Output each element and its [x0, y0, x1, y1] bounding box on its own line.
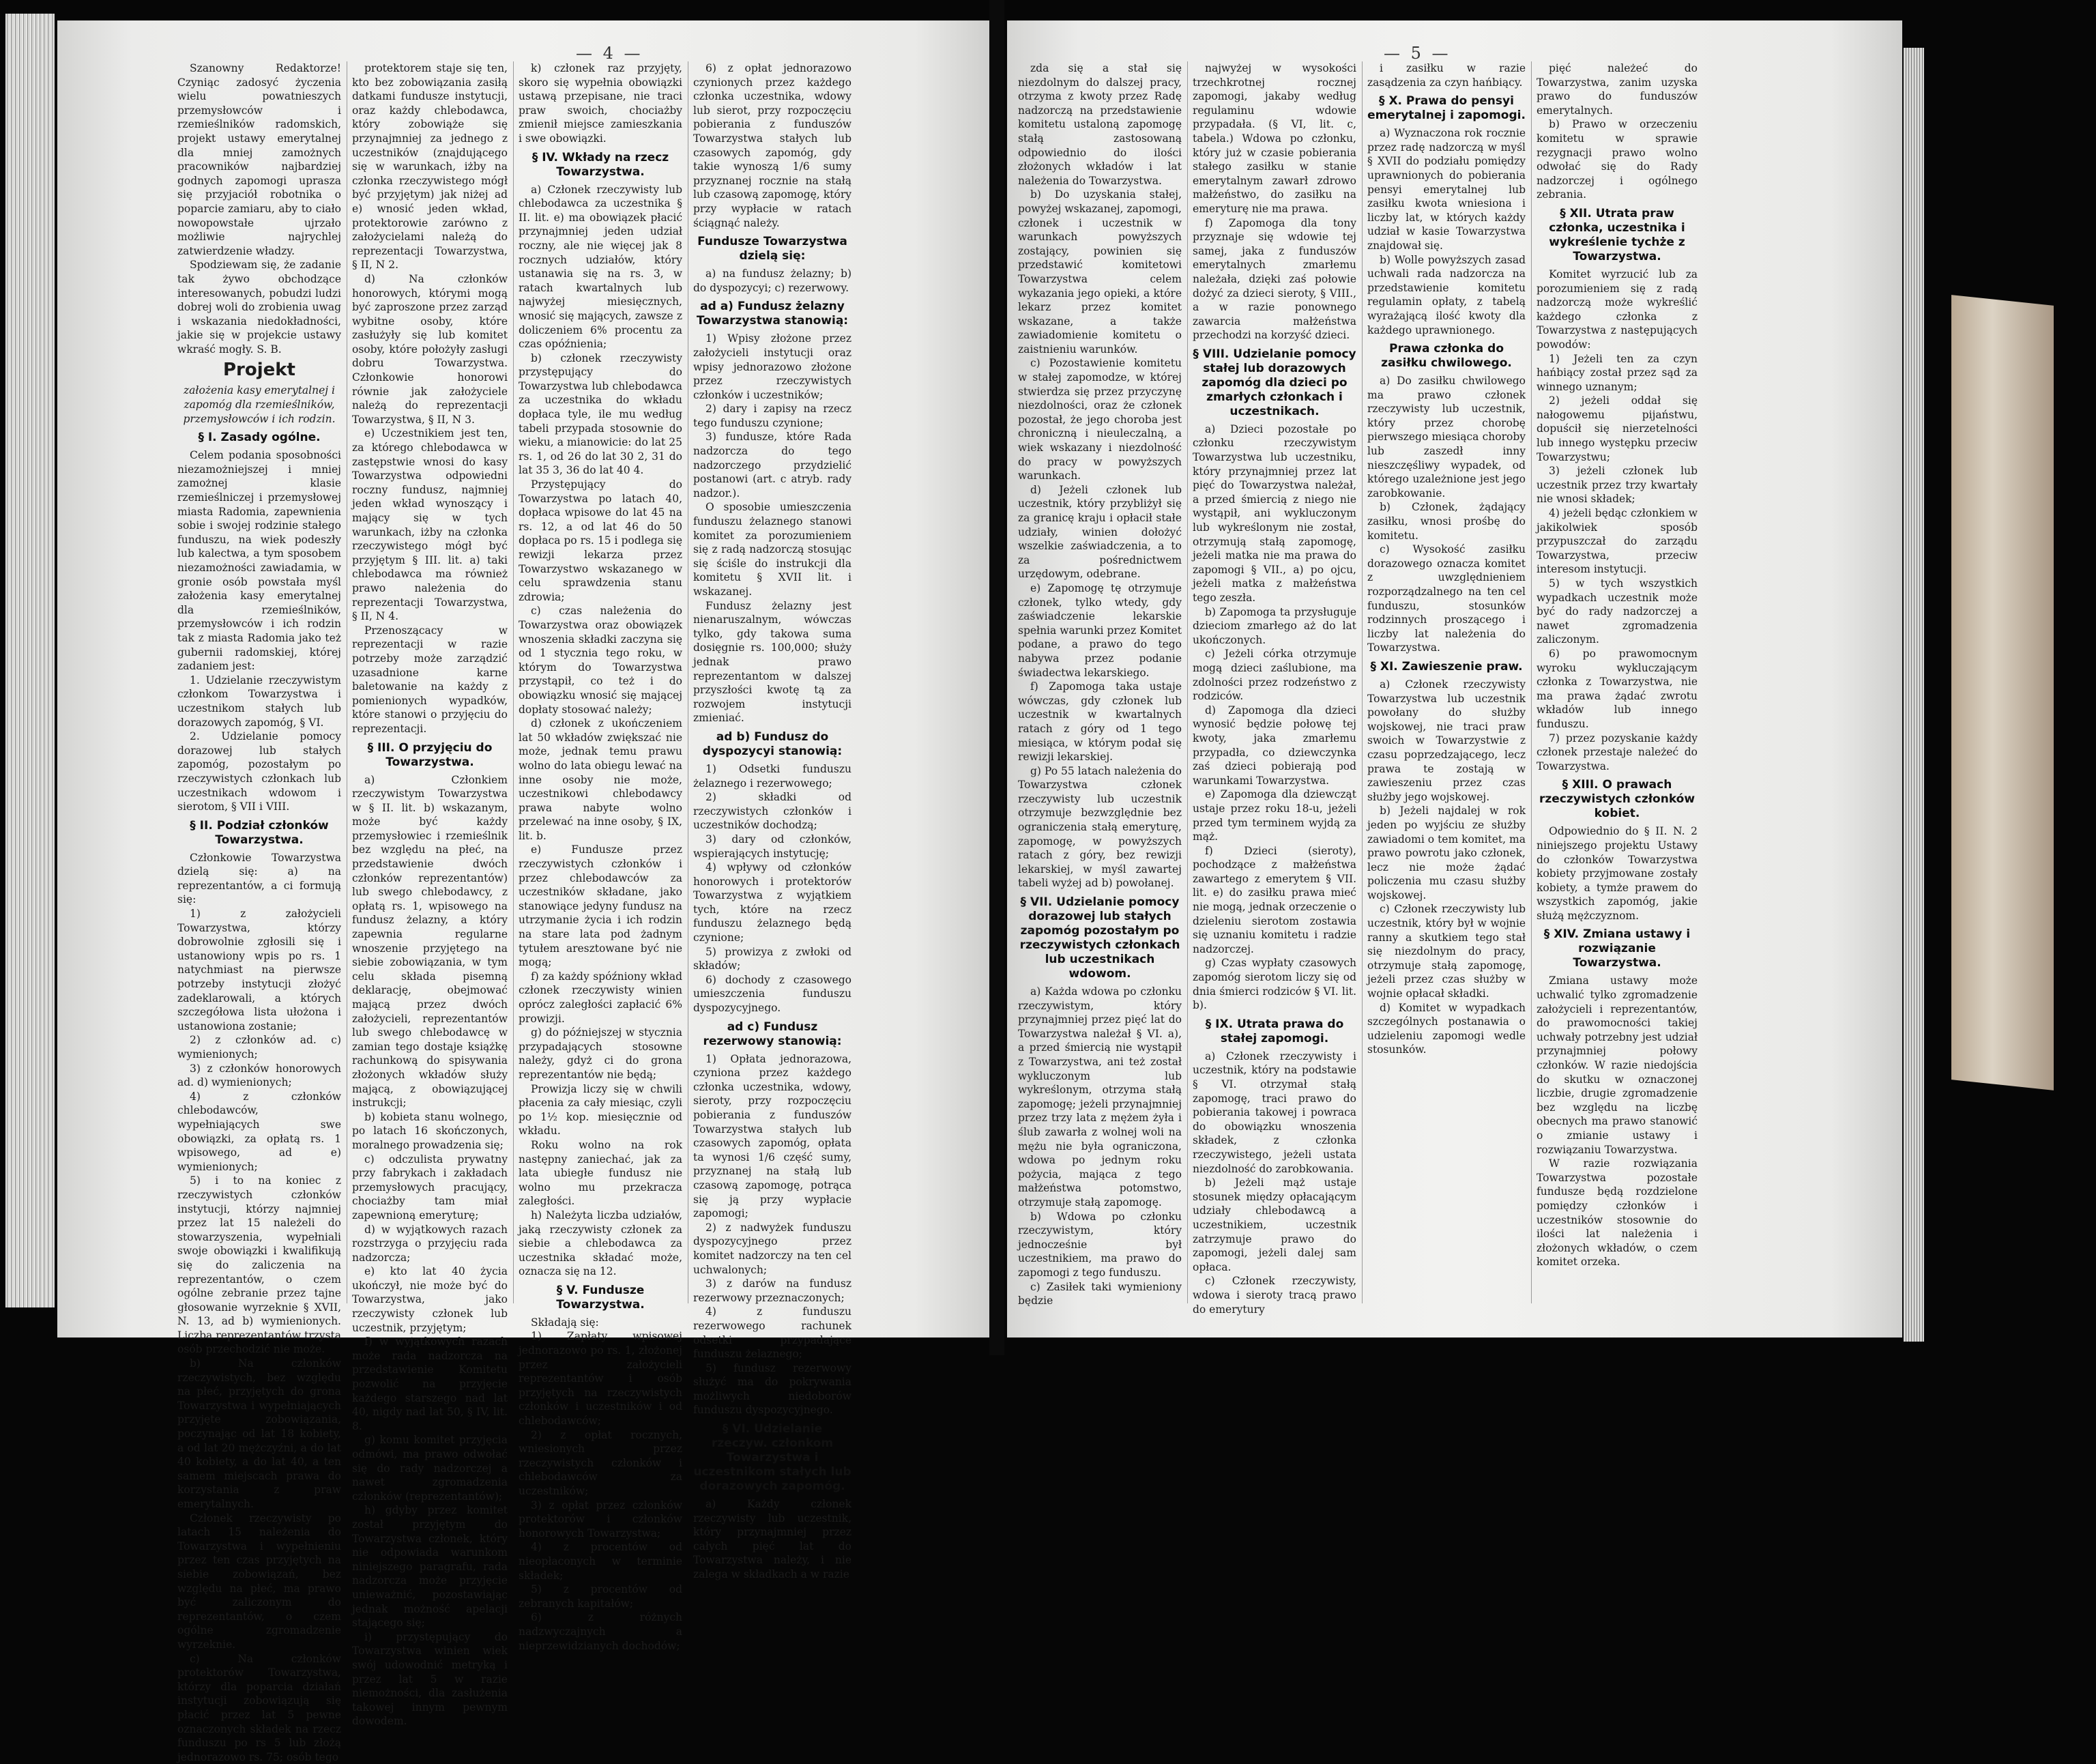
- text-paragraph: d) Na członków honorowych, którymi mogą być zaproszone przez zarząd wybitne osoby, które zasłużyły się lub komitet osoby, które położyły zasługi dobru Towarzystwa. Członkowie honorowi równie jak założyciele należą do reprezentacji Towarzystwa, § II, N 3.: [352, 272, 508, 426]
- text-paragraph: a) Członek rzeczywisty lub chlebodawca za uczestnika § II. lit. e) ma obowiązek płacić przynajmniej jeden udział roczny, ale nie więcej jak 8 rocznych udziałów, który ustanawia się na rs. 3, w ratach kwartalnych lub najwyżej miesięcznych, wnosić się mających, zawsze z doliczeniem 6% procentu za czas opóźnienia;: [519, 183, 682, 351]
- section-heading: § IX. Utrata prawa do stałej zapomogi.: [1205, 1017, 1344, 1045]
- section-heading: § II. Podział członków Towarzystwa.: [190, 818, 329, 847]
- section-heading: § I. Zasady ogólne.: [198, 431, 321, 445]
- right-page-column-1: [1018, 61, 1182, 1310]
- text-paragraph: f) Dzieci (sieroty), pochodzące z małżeństwa zawartego z emerytem § VII. lit. e) do zasiłku prawa mieć nie mogą, jednak orzeczenie o dzieleniu sierotom zostawia się uznaniu komitetu i radzie nadzorczej.: [1193, 844, 1356, 955]
- text-paragraph: Członkowie Towarzystwa dzielą się: a) na reprezentantów, a ci formują się:: [177, 851, 341, 906]
- text-paragraph: k) członek raz przyjęty, skoro się wypełnia obowiązki ustawą przepisane, nie traci praw swoich, chociażby zmienił miejsce zamieszkania i swe obowiązki.: [519, 62, 682, 145]
- column-divider: [1362, 61, 1363, 1303]
- text-paragraph: e) Uczestnikiem jest ten, za którego chlebodawca w zastępstwie wnosi do kasy Towarzystwa odpowiedni roczny fundusz, najmniej jeden wkład wynoszący i mający się w tych warunkach, iżby na członka rzeczywistego mógł być przyjętym § III. lit. a) taki chlebodawca ma również prawo należenia do reprezentacji Towarzystwa, § II, N 4.: [352, 427, 508, 623]
- section-heading: § III. O przyjęciu do Towarzystwa.: [367, 740, 493, 769]
- text-paragraph: a) Członkiem rzeczywistym Towarzystwa w § II. lit. b) wskazanym, może być każdy przemysłowiec i rzemieślnik bez względu na płeć, na przedstawienie dwóch członków reprezentantów) lub swego chlebodawcy, z opłatą rs. 1, wpisowego na fundusz żelazny, a który zapewnia regularne wnoszenie przyjętego na siebie zobowiązania, w tym celu składa pisemną deklarację, obejmować mającą przez dwóch założycieli, reprezentantów lub swego chlebodawcę w zamian tego dostaje książkę rachunkową do spisywania złożonych wkładów służy mającą, z obowiązującej instrukcji;: [352, 773, 508, 1110]
- text-paragraph: h) gdyby przez komitet został przyjętym do Towarzystwa członek, który nie odpowiada warunkom niniejszego paragrafu, rada nadzorcza może przyjęcie unieważnić, pozostawiając jednak możność apelacji stającego się;: [352, 1504, 508, 1630]
- text-paragraph: 2. Udzielanie pomocy dorazowej lub stałych zapomóg, pozostałym po rzeczywistych członkach lub uczestnikach wdowom i sierotom, § VII i VIII.: [177, 730, 341, 813]
- page-number-left: — 4 —: [576, 44, 643, 63]
- text-paragraph: a) Do zasiłku chwilowego ma prawo członek rzeczywisty lub uczestnik, który przez chorobę pierwszego miesiąca choroby lub zaszedł inny nieszczęśliwy wypadek, od którego uzależnione jest jego zarobkowanie.: [1367, 375, 1526, 500]
- document-subtitle: założenia kasy emerytalnej i zapomóg dla rzemieślników, przemysłowców i ich rodzin.: [183, 384, 336, 425]
- section-heading: § VI. Udzielanie rzeczyw. członkom Towarzystwa i uczestnikom stałych lub dorazowych zapomóg.: [693, 1422, 852, 1494]
- text-paragraph: Prowizja liczy się w chwili płacenia za cały miesiąc, czyli po 1½ kop. miesięcznie od wkładu.: [519, 1082, 682, 1138]
- text-paragraph: b) Jeżeli najdalej w rok jeden po wyjściu ze służby zawiadomi o tem komitet, ma prawo powrotu jako członek, lecz nie może żądać policzenia mu czasu służby wojskowej.: [1367, 805, 1526, 901]
- text-paragraph: 5) prowizya z zwłoki od składów;: [693, 945, 852, 972]
- text-paragraph: e) Zapomogę tę otrzymuje członek, tylko wtedy, gdy zaświadczenie lekarskie spełnia warunki przez Komitet podane, a prawo do tego nabywa przez podanie świadectwa lekarskiego.: [1018, 581, 1182, 679]
- left-page: [57, 20, 989, 1763]
- text-paragraph: 6) po prawomocnym wyroku wykluczającym członka z Towarzystwa, nie ma prawa żądać zwrotu wkładów lub innego funduszu.: [1537, 647, 1698, 730]
- text-paragraph: c) czas należenia do Towarzystwa oraz obowiązek wnoszenia składki zaczyna się od 1 stycznia tego roku, w którym do Towarzystwa przystąpił, co też i do obowiązku wnosić się mającej dopłaty stosować należy;: [519, 605, 682, 716]
- text-paragraph: Szanowny Redaktorze! Czyniąc zadosyć życzenia wielu powatnieszych przemysłowców i rzemieślników radomskich, projekt ustawy emerytalnej dla mniej zamożnych pracowników najbardziej godnych zapomogi uprasza się przyjaciół robotnika o poparcie zamiaru, aby to ciało nowopowstałe ujrzało możliwie najrychlej zatwierdzenie władzy.: [177, 62, 341, 257]
- text-paragraph: zda się a stał się niezdolnym do dalszej pracy, otrzyma z kwoty przez Radę nadzorczą na przedstawienie komitetu ustaloną zapomogę stałą zastosowaną odpowiednio do ilości złożonych wkładów i lat należenia do Towarzystwa.: [1018, 62, 1182, 187]
- text-paragraph: a) Dzieci pozostałe po członku rzeczywistym Towarzystwa lub uczestniku, który przynajmniej przez lat pięć do Towarzystwa należał, a przed śmiercią z niego nie wystąpił, ani wykluczonym lub wykreślonym nie został, otrzymują stałą zapomogę, jeżeli matka nie ma prawa do zapomogi § VII., a) po ojcu, jeżeli matka z małżeństwa tego zeszła.: [1193, 422, 1356, 604]
- text-paragraph: g) do późniejszej w stycznia przypadających stosowne należy, gdyż ci do grona reprezentantów nie będą;: [519, 1026, 682, 1081]
- page-number-right: — 5 —: [1384, 44, 1451, 63]
- text-paragraph: c) Członek rzeczywisty, wdowa i sieroty tracą prawo do emerytury: [1193, 1275, 1356, 1316]
- column-divider: [1187, 61, 1188, 1303]
- section-heading: § XI. Zawieszenie praw.: [1370, 659, 1523, 674]
- right-page-column-2: [1193, 61, 1356, 1316]
- text-paragraph: 1. Udzielanie rzeczywistym członkom Towarzystwa i uczestnikom stałych lub dorazowych zapomóg, § VI.: [177, 674, 341, 729]
- text-paragraph: 3) dary od członków, wspierających instytucję;: [693, 833, 852, 860]
- text-paragraph: 2) składki od rzeczywistych członków i uczestników dochodzą;: [693, 791, 852, 832]
- text-paragraph: 1) Odsetki funduszu żelaznego i rezerwowego;: [693, 762, 852, 790]
- text-paragraph: a) Członek rzeczywisty Towarzystwa lub uczestnik powołany do służby wojskowej, nie traci praw swoich w Towarzystwie z czasu poprzedzającego, lecz prawa te zostają w zawieszeniu przez czas służby jego wojskowej.: [1367, 678, 1526, 803]
- right-page-column-3: [1367, 61, 1526, 1310]
- text-paragraph: 7) przez pozyskanie każdy członek przestaje należeć do Towarzystwa.: [1537, 732, 1698, 772]
- section-heading: ad c) Fundusz rezerwowy stanowią:: [703, 1020, 842, 1048]
- text-paragraph: 2) z członków ad. c) wymienionych;: [177, 1034, 341, 1060]
- background-paper: [1951, 295, 2054, 1090]
- text-paragraph: W razie rozwiązania Towarzystwa pozostałe fundusze będą rozdzielone pomiędzy członków i uczestników stosownie do ilości lat należenia i złożonych wkładów, o czem komitet orzeka.: [1537, 1157, 1698, 1269]
- text-paragraph: f) w wyjątkowych razach może rada nadzorcza na przedstawienie Komitetu pozwolić na przyjęcie każdego starszego nad lat 40, nigdy nad lat 50, § IV, lit. 8.: [352, 1335, 508, 1432]
- text-paragraph: b) Na członków rzeczywistych, bez względu na płeć, przyjętych do grona Towarzystwa i wypełniających przyjęte zobowiązania, poczynając od lat 18 kobiety, a od lat 20 mężczyźni, a do lat 40 kobiety, a do lat 40, a ten samem miejscach prawa do korzystania z praw emerytalnych.: [177, 1357, 341, 1510]
- text-paragraph: d) Komitet w wypadkach szczególnych postanawia o udzieleniu zapomogi wedle stosunków.: [1367, 1001, 1526, 1056]
- text-paragraph: 1) Wpisy złożone przez założycieli instytucji oraz wpisy jednorazowo złożone przez rzeczywistych członków i uczestników;: [693, 332, 852, 401]
- text-paragraph: Celem podania sposobności niezamożniejszej i mniej zamożnej klasie rzemieślniczej i przemysłowej miasta Radomia, zapewnienia sobie i swojej rodzinie stałego funduszu, na wiek podeszły lub kalectwa, a tym sposobem niezamożności zawiadamia, w gronie osób powstała myśl założenia kasy emerytalnej dla rzemieślników, przemysłowców i ich rodzin tak z miasta Radomia jako też gubernii radomskiej, której zadaniem jest:: [177, 449, 341, 673]
- text-paragraph: 4) z funduszu rezerwowego rachunek odsetki przypadające funduszu żelaznego;: [693, 1305, 852, 1361]
- text-paragraph: c) Zasiłek taki wymieniony będzie: [1018, 1280, 1182, 1307]
- text-paragraph: c) Pozostawienie komitetu w stałej zapomodze, w której stwierdza się przez przyczynę niezdolności, oraz że członek pozostał, że jego choroba jest chroniczną i nieuleczalną, a wiek wskazany i niezdolność do pracy w powyższych warunkach.: [1018, 357, 1182, 482]
- text-paragraph: c) Wysokość zasiłku dorazowego oznacza komitet z uwzględnieniem rozporządzalnego na ten cel funduszu, stosunków rodzinnych proszącego i liczby lat należenia do Towarzystwa.: [1367, 543, 1526, 654]
- text-paragraph: b) Zapomoga ta przysługuje dzieciom zmarłego aż do lat ukończonych.: [1193, 605, 1356, 646]
- text-paragraph: 2) z opłat rocznych, wniesionych przez rzeczywistych członków i chlebodawców za uczestników;: [519, 1428, 682, 1497]
- page-stack-edge-right: [1904, 48, 1924, 1342]
- text-paragraph: a) na fundusz żelazny; b) do dyspozycyi; c) rezerwowy.: [693, 268, 852, 294]
- text-paragraph: 6) z opłat jednorazowo czynionych przez każdego członka uczestnika, wdowy lub sierot, przy rozpoczęciu pobierania z funduszów Towarzystwa stałych lub czasowych zapomóg, gdy takie wynoszą 1/6 sumy przyznanej rocznie na stałą lub czasową zapomogę, który przy wypłacie w ratach ściągnąć należy.: [693, 62, 852, 229]
- section-heading: § IV. Wkłady na rzecz Towarzystwa.: [532, 150, 669, 179]
- text-paragraph: e) Fundusze przez rzeczywistych członków i przez chlebodawców za uczestników składane, jako stanowiące jedyny fundusz na utrzymanie życia i ich rodzin na stare lata pod żadnym tytułem aresztowane być nie mogą;: [519, 843, 682, 969]
- book-spine: [989, 0, 1004, 1355]
- text-paragraph: a) Członek rzeczywisty i uczestnik, który na podstawie § VI. otrzymał stałą zapomogę, traci prawo do pobierania takowej i powraca do obowiązku wnoszenia składek, z członka rzeczywistego, jeżeli ustata niezdolność do zarobkowania.: [1193, 1050, 1356, 1175]
- text-paragraph: Fundusz żelazny jest nienaruszalnym, wówczas tylko, gdy takowa suma dosięgnie rs. 100,000; służy jednak prawo reprezentantom w dalszej przyszłości kwotę tą za rozwojem instytucji zmieniać.: [693, 599, 852, 725]
- text-paragraph: i) przystępujący do Towarzystwa winien wiek swój udowodnić metryką i przez lat 5 w razie niemożności, dla zasłużenia takowej innym pewnym dowodem.: [352, 1630, 508, 1728]
- text-paragraph: 6) dochody z czasowego umieszczenia funduszu dyspozycyjnego.: [693, 973, 852, 1015]
- left-page-column-4: [693, 61, 852, 1581]
- left-page-column-3: [519, 61, 682, 1652]
- right-page-column-4: [1537, 61, 1698, 1310]
- document-title: Projekt: [222, 360, 295, 381]
- text-paragraph: b) Jeżeli mąż ustaje stosunek między opłacającym udziały chlebodawcą a uczestnikiem, uczestnik zatrzymuje prawo do zapomogi, jeżeli dalej sam opłaca.: [1193, 1176, 1356, 1273]
- left-page-column-2: [352, 61, 508, 1728]
- column-divider: [1531, 61, 1532, 1303]
- text-paragraph: 1) Zapłaty wpisowej jednorazowo po rs. 1, złożonej przez założycieli reprezentantów i osób przyjętych na rzeczywistych członków i uczestników i od chlebodawców;: [519, 1330, 682, 1428]
- text-paragraph: 1) Jeżeli ten za czyn hańbiący został przez sąd za winnego uznanym;: [1537, 352, 1698, 393]
- section-heading: ad b) Fundusz do dyspozycyi stanowią:: [702, 729, 843, 758]
- text-paragraph: d) Zapomoga dla dzieci wynosić będzie połowę tej kwoty, jaka zmarłemu przypadła, co dziewczynka zaś dzieci pobierają pod warunkami Towarzystwa.: [1193, 704, 1356, 787]
- text-paragraph: c) Członek rzeczywisty lub uczestnik, który był w wojnie ranny a skutkiem tego stał się niezdolnym do pracy, otrzymuje stałą zapomogę, jeżeli przez czas służby w wojnie opłacał składki.: [1367, 903, 1526, 1000]
- text-paragraph: 6) z różnych nadzwyczajnych a nieprzewidzianych dochodów;: [519, 1611, 682, 1652]
- text-paragraph: Członek rzeczywisty po latach 15 należenia do Towarzystwa i wypełnieniu przez ten czas przyjętych na siebie zobowiązań, bez względu na płeć, ma prawo być zaliczonym do reprezentantów, o czem ogólne zgromadzenie wyrzeknie.: [177, 1512, 341, 1651]
- text-paragraph: 3) z opłat przez członków protektorów i członków honorowych Towarzystwa;: [519, 1499, 682, 1539]
- text-paragraph: 1) z założycieli Towarzystwa, którzy dobrowolnie zgłosili się i ustanowiony wpis po rs. 1 natychmiast na pierwsze potrzeby instytucji złożyć zadeklarowali, a których szczegółowa lista ułożona i ustanowiona zostanie;: [177, 908, 341, 1032]
- text-paragraph: 2) dary i zapisy na rzecz tego funduszu czynione;: [693, 403, 852, 429]
- text-paragraph: b) Członek, żądający zasiłku, wnosi prośbę do komitetu.: [1367, 501, 1526, 542]
- text-paragraph: b) Wolle powyższych zasad uchwali rada nadzorcza na przedstawienie komitetu regulamin opłaty, z tabelą wyrażającą ilość kwoty dla każdego uprawnionego.: [1367, 253, 1526, 336]
- text-paragraph: Spodziewam się, że zadanie tak żywo obchodzące interesowanych, pobudzi ludzi dobrej woli do zrobienia uwag i wskazania niedokładności, jakie się w projekcie ustawy wkraść mogły. S. B.: [177, 259, 341, 356]
- text-paragraph: 4) jeżeli będąc członkiem w jakikolwiek sposób przypuszczał do zarządu Towarzystwa, przeciw interesom instytucji.: [1537, 507, 1698, 576]
- text-paragraph: 5) i to na koniec z rzeczywistych członków instytucji, którzy najmniej przez lat 15 należeli do stowarzyszenia, wypełniali swoje obowiązki i kwalifikują się do zaliczenia na reprezentantów, o czem ogólne zebranie przez tajne głosowanie wyrzeknie § XVII, N. 13, ad b) wymienionych. Liczba reprezentantów trzysta osób przechodzić nie może.: [177, 1174, 341, 1356]
- text-paragraph: a) Każda wdowa po członku rzeczywistym, który przynajmniej przez pięć lat do Towarzystwa należał § VI. a), a przed śmiercią nie wystąpił z Towarzystwa, ani też został wykluczonym lub wykreślonym, otrzyma stałą zapomogę; jeżeli przynajmniej przez trzy lata z mężem żyła i ślub zawarła z wolnej woli na mężu nie była ograniczona, wdowa po jednym roku pożycia, mająca z tego małżeństwa potomstwo, otrzymuje stałą zapomogę.: [1018, 985, 1182, 1209]
- text-paragraph: f) Zapomoga dla tony przyznaje się wdowie tej samej, jaka z funduszów emerytalnych zmarłemu należała, dzięki zaś połowie dożyć za dzieci sieroty, § VIII., a w razie ponownego zawarcia małżeństwa przechodzi na korzyść dzieci.: [1193, 216, 1356, 342]
- text-paragraph: b) kobieta stanu wolnego, po latach 16 skończonych, moralnego prowadzenia się;: [352, 1110, 508, 1151]
- text-paragraph: 1) Opłata jednorazowa, czyniona przez każdego członka uczestnika, wdowy, sieroty, przy rozpoczęciu pobierania z funduszów Towarzystwa stałych lub czasowych zapomóg, opłata ta wynosi 1/6 część sumy, przyznanej na stałą lub czasową zapomogę, potrąca się ją przy wypłacie zapomogi;: [693, 1052, 852, 1220]
- text-paragraph: O sposobie umieszczenia funduszu żelaznego stanowi komitet za porozumieniem się z radą nadzorczą stosując się ściśle do instrukcji dla komitetu § XVII lit. i wskazanej.: [693, 501, 852, 598]
- text-paragraph: 2) z nadwyżek funduszu dyspozycyjnego przez komitet nadzorczy na ten cel uchwalonych;: [693, 1221, 852, 1276]
- text-paragraph: d) członek z ukończeniem lat 50 wkładów zwiększać nie może, jednak temu prawu wolno do lata obiegu lewać na inne osoby nie może, uczestnikowi chlebodawcy prawa nabyte wolno przelewać na inne osoby, § IX, lit. b.: [519, 717, 682, 842]
- text-paragraph: 5) z procentów od zebranych kapitałów;: [519, 1583, 682, 1610]
- text-paragraph: b) Do uzyskania stałej, powyżej wskazanej, zapomogi, członek i uczestnik w warunkach powyższych zostający, powinien się przedstawić komitetowi Towarzystwa celem wykazania jego opieki, a które lekarz przez komitet wskazane, a także zawiadomienie komitetu o zaistnieniu warunków.: [1018, 188, 1182, 356]
- text-paragraph: Zmiana ustawy może uchwalić tylko zgromadzenie założycieli i reprezentantów, do prawomocności takiej uchwały potrzebny jest udział przynajmniej połowy członków. W razie niedojścia do skutku w oznaczonej liczbie, drugie zgromadzenie bez względu na liczbę obecnych ma prawo stanowić o zmianie ustawy i rozwiązaniu Towarzystwa.: [1537, 974, 1698, 1156]
- section-heading: § X. Prawa do pensyi emerytalnej i zapomogi.: [1367, 94, 1526, 123]
- text-paragraph: a) Wyznaczona rok rocznie przez radę nadzorczą w myśl § XVII do podziału pomiędzy uprawnionych do pobierania pensyi emerytalnej lub zasiłku kwota wniesiona i liczby lat, w których każdy udział w kasie Towarzystwa znajdował się.: [1367, 127, 1526, 252]
- page-stack-edge-left: [5, 14, 55, 1307]
- left-page-column-1: [177, 61, 341, 1763]
- text-paragraph: c) odczulista prywatny przy fabrykach i zakładach przemysłowych pracujący, chociażby tam miał zapewnioną emeryturę;: [352, 1153, 508, 1221]
- text-paragraph: Składają się:: [531, 1316, 599, 1329]
- text-paragraph: Odpowiednio do § II. N. 2 niniejszego projektu Ustawy do członków Towarzystwa kobiety przyjmowane zostały kobiety, a tymże prawem do wszystkich zapomóg, jakie służą mężczyznom.: [1537, 825, 1698, 922]
- text-paragraph: 2) jeżeli oddał się nałogowemu pijaństwu, dopuścił się nierzetelności lub innego występku przeciw Towarzystwu;: [1537, 394, 1698, 463]
- section-heading: § VII. Udzielanie pomocy dorazowej lub stałych zapomóg pozostałym po rzeczywistych członkach lub uczestnikach wdowom.: [1019, 895, 1180, 981]
- section-heading: § XIII. O prawach rzeczywistych członków kobiet.: [1539, 778, 1695, 821]
- text-paragraph: f) za każdy spóźniony wkład członek rzeczywisty winien oprócz zaległości zapłacić 6% prowizji.: [519, 970, 682, 1025]
- text-paragraph: Roku wolno na rok następny zaniechać, jak za lata ubiegłe fundusz nie wolno mu przekracza zaległości.: [519, 1138, 682, 1208]
- text-paragraph: protektorem staje się ten, kto bez zobowiązania zasiłą datkami fundusze instytucji, oraz każdy chlebodawca, który zobowiąże się przynajmniej za jednego z uczestników (znajdującego się w warunkach, iżby na członka rzeczywistego mógł być przyjętym) jak niżej ad e) wnosić jeden wkład, protektorowie zarówno z założycielami należą do reprezentacji Towarzystwa, § II, N 2.: [352, 62, 508, 272]
- section-heading: § VIII. Udzielanie pomocy stałej lub dorazowych zapomóg dla dzieci po zmarłych członkach i uczestnikach.: [1193, 347, 1356, 418]
- text-paragraph: c) Na członków protektorów Towarzystwa, którzy dla poparcia działań instytucji zobowiązują się płacić przez lat 5 pewne oznaczonych składek na rzecz funduszu po rs 5 lub złożą jednorazowo rs. 75; osób tego: [177, 1652, 341, 1763]
- section-heading: § V. Fundusze Towarzystwa.: [556, 1283, 645, 1312]
- text-paragraph: 4) z procentów od nieopłaconych w terminie składek;: [519, 1541, 682, 1582]
- text-paragraph: g) Po 55 latach należenia do Towarzystwa członek rzeczywisty lub uczestnik otrzymuje bezwzględnie bez ograniczenia stałą emeryturę, zapomogę, w powyższych ratach z góry, bez rewizji lekarskiej, w myśl zawartej tabeli wyżej ad b) powołanej.: [1018, 764, 1182, 890]
- text-paragraph: g) Czas wypłaty czasowych zapomóg sierotom liczy się od dnia śmierci rodziców § VI. lit. b).: [1193, 957, 1356, 1012]
- text-paragraph: najwyżej w wysokości trzechkrotnej rocznej zapomogi, jakaby według regulaminu wdowie przypadała. (§ VI, lit. c, tabela.) Wdowa po członku, który już w czasie pobierania stałego zasiłku w stanie emerytalnym zawarł zdrowo małżeństwo, do zasiłku na emeryturę nie ma prawa.: [1193, 62, 1356, 215]
- text-paragraph: 3) jeżeli członek lub uczestnik przez trzy kwartały nie wnosi składek;: [1537, 465, 1698, 506]
- text-paragraph: h) Należyta liczba udziałów, jaką rzeczywisty członek za siebie a chlebodawca za uczestnika składać może, oznacza się na 12.: [519, 1209, 682, 1278]
- section-heading: § XII. Utrata praw członka, uczestnika i wykreślenie tychże z Towarzystwa.: [1549, 206, 1685, 263]
- text-paragraph: b) Prawo w orzeczeniu komitetu w sprawie rezygnacji prawo wolno odwołać się do Rady nadzorczej i ogólnego zebrania.: [1537, 118, 1698, 201]
- text-paragraph: f) Zapomoga taka ustaje wówczas, gdy członek lub uczestnik w kwartalnych ratach z góry od 1 tego miesiąca, w którym podał się rewizji lekarskiej.: [1018, 680, 1182, 764]
- text-paragraph: Przenoszącacy w reprezentacji w razie potrzeby może zarządzić uzasadnione karne baletowanie na każdy z pomienionych wypadków, które stanowi o przyjęciu do reprezentacji.: [352, 624, 508, 735]
- text-paragraph: d) w wyjątkowych razach rozstrzyga o przyjęciu rada nadzorcza;: [352, 1223, 508, 1264]
- text-paragraph: 3) z członków honorowych ad. d) wymienionych;: [177, 1062, 341, 1089]
- text-paragraph: e) Zapomoga dla dziewcząt ustaje przez roku 18-u, jeżeli przed tym terminem wyjdą za mąż.: [1193, 788, 1356, 843]
- text-paragraph: pięć należeć do Towarzystwa, zanim uzyska prawo do funduszów emerytalnych.: [1537, 62, 1698, 117]
- text-paragraph: i zasiłku w razie zasądzenia za czyn hańbiący.: [1367, 62, 1526, 89]
- text-paragraph: Przystępujący do Towarzystwa po latach 40, dopłaca wpisowe do lat 45 na rs. 12, a od lat 46 do 50 dopłaca po rs. 15 i podlega się rewizji lekarza przez Towarzystwo wskazanego w celu sprawdzenia stanu zdrowia;: [519, 478, 682, 603]
- right-page: [1007, 20, 1902, 1338]
- section-heading: ad a) Fundusz żelazny Towarzystwa stanowią:: [696, 300, 849, 328]
- text-paragraph: 3) z darów na fundusz rezerwowy przeznaczonych;: [693, 1277, 852, 1304]
- text-paragraph: 3) fundusze, które Rada nadzorcza do tego nadzorczego przydzielić postanowi (art. c atryb. rady nadzor.).: [693, 431, 852, 500]
- text-paragraph: 5) w tych wszystkich wypadkach uczestnik może być do rady nadzorczej a nawet zgromadzenia zaliczonym.: [1537, 577, 1698, 646]
- section-heading: § XIV. Zmiana ustawy i rozwiązanie Towarzystwa.: [1543, 927, 1691, 970]
- text-paragraph: 5) fundusz rezerwowy służyć ma do pokrywania możliwych niedoborów funduszu dyspozycyjnego.: [693, 1361, 852, 1417]
- text-paragraph: e) kto lat 40 życia ukończył, nie może być do Towarzystwa, jako rzeczywisty członek lub uczestnik, przyjętym;: [352, 1265, 508, 1334]
- text-paragraph: b) Wdowa po członku rzeczywistym, który jednocześnie był uczestnikiem, ma prawo do zapomogi z tego funduszu.: [1018, 1210, 1182, 1279]
- section-heading: Fundusze Towarzystwa dzielą się:: [697, 235, 847, 263]
- text-paragraph: a) Każdy członek rzeczywisty lub uczestnik, który przynajmniej przez całych pięć lat do Towarzystwa należy, i nie zalega w składkach a w razie: [693, 1498, 852, 1581]
- text-paragraph: c) Jeżeli córka otrzymuje mogą dzieci zaślubione, ma zdolności przez rodzeństwo z rodziców.: [1193, 648, 1356, 703]
- text-paragraph: b) członek rzeczywisty przystępujący do Towarzystwa lub chlebodawca za uczestnika do wkładu dopłaca tyle, ile mu według tabeli przypada stosownie do wieku, a mianowicie: do lat 25 rs. 1, od 26 do lat 30 2, 31 do lat 35 3, 36 do lat 40 4.: [519, 351, 682, 477]
- text-paragraph: g) komu komitet przyjęcia odmówi, ma prawo odwołać się do rady nadzorczej a nawet zgromadzenia członków (reprezentantów);: [352, 1434, 508, 1503]
- column-divider: [513, 61, 514, 1303]
- section-heading: Prawa członka do zasiłku chwilowego.: [1381, 342, 1512, 371]
- text-paragraph: 4) z członków chlebodawców, wypełniających swe obowiązki, za opłatą rs. 1 wpisowego, ad e) wymienionych;: [177, 1090, 341, 1173]
- text-paragraph: 4) wpływy od członków honorowych i protektorów Towarzystwa z wyjątkiem tych, które na rzecz funduszu żelaznego będą czynione;: [693, 861, 852, 944]
- text-paragraph: d) Jeżeli członek lub uczestnik, który przybliżył się za granicę kraju i opłacił stałe udziały, winien dołożyć wszelkie zaświadczenia, a to za pośrednictwem urzędowym, odebrane.: [1018, 483, 1182, 581]
- text-paragraph: Komitet wyrzucić lub za porozumieniem się z radą nadzorczą może wykreślić każdego członka z Towarzystwa z następujących powodów:: [1537, 268, 1698, 351]
